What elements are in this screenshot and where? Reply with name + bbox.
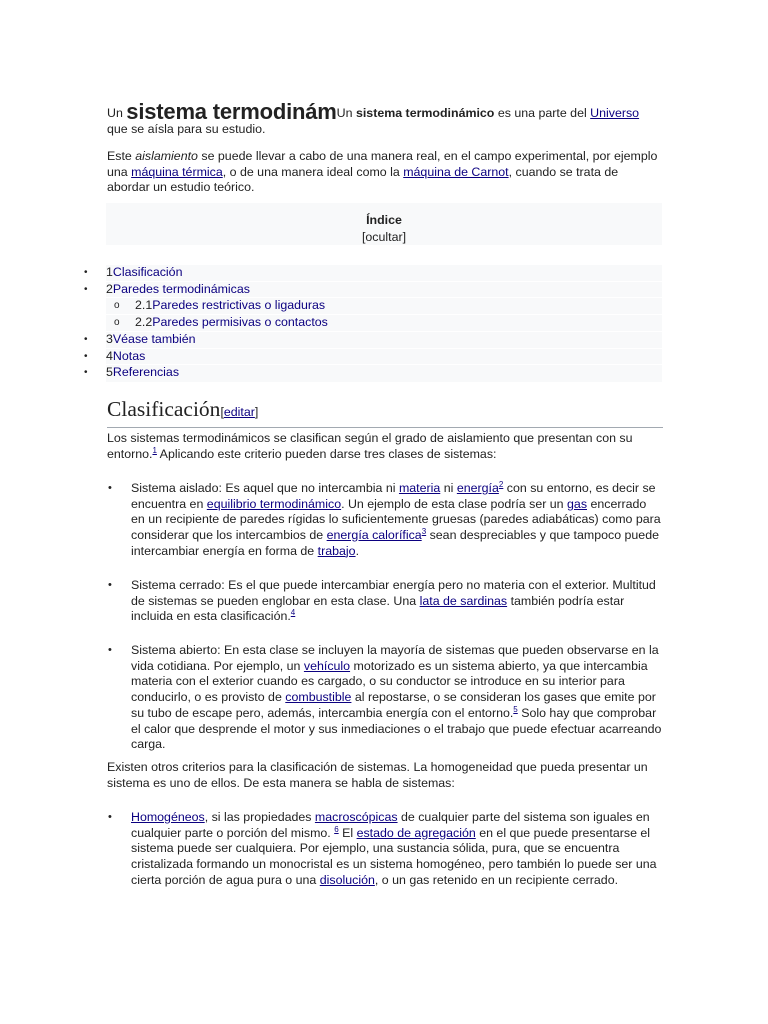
aislamiento-paragraph <box>107 149 663 196</box>
link-trabajo[interactable]: trabajo <box>317 543 356 558</box>
toc-label[interactable]: Paredes termodinámicas <box>112 281 250 296</box>
sub-bullet-icon: o <box>114 317 120 329</box>
list-item-cerrado <box>107 578 663 625</box>
intro-paragraph <box>107 99 663 137</box>
bullet-icon: • <box>84 350 88 362</box>
toc-hide-toggle[interactable]: [ocultar] <box>361 230 407 244</box>
toc-num: 2 <box>106 281 113 296</box>
text: también podría estar incluida en esta clasificación. <box>131 593 625 624</box>
link-materia[interactable]: materia <box>398 481 441 495</box>
text: Este <box>107 149 132 163</box>
text: , o de una manera ideal como la <box>222 164 400 179</box>
text: Sistema abierto: En esta clase se incluyen la mayoría de sistemas que pueden observarse en la vida cotidiana. Por ejemplo, un <box>131 643 659 673</box>
text: encerrado en un recipiente de paredes rígidas lo suficientemente gruesas (paredes adiabáticas) como para considerar que los intercambios de <box>131 496 661 543</box>
text: al repostarse, o se consideran los gases que emite por su tubo de escape pero, además, intercambia energía con el entorno. <box>131 690 656 720</box>
text: motorizado es un sistema abierto, ya que intercambia materia con el exterior cuando es cargado, o su conductor se introduce en su interior para conducirlo, o es provisto de <box>131 658 648 705</box>
toc-num: 2.2 <box>135 315 153 330</box>
text: . Un ejemplo de esta clase podría ser un <box>341 496 564 511</box>
bullet-icon: • <box>84 283 88 295</box>
link-universo[interactable]: Universo <box>590 106 640 120</box>
text: Existen otros criterios para la clasificación de sistemas. La homogeneidad que pueda presentar un sistema es uno de ellos. De esta manera se habla de sistemas: <box>107 760 648 790</box>
text: en el que puede presentarse el sistema puede ser cualquiera. Por ejemplo, una sustancia sólida, pura, que se encuentra cristalizada formando un monocristal es un sistema homogéneo, pero también lo puede ser una cierta porción de agua pura o una <box>131 825 657 887</box>
intro-un: Un <box>107 106 123 120</box>
bullet-icon: • <box>108 579 112 591</box>
list-item-homogeneos <box>107 810 663 889</box>
clasificacion-intro <box>107 431 663 462</box>
intro-un-2: Un <box>336 106 353 120</box>
text: ni <box>443 481 454 495</box>
toc-header <box>106 203 662 245</box>
text: Sistema aislado: Es aquel que no intercambia ni <box>131 481 396 495</box>
text: , cuando se trata de abordar un estudio teórico. <box>107 164 619 195</box>
toc-label[interactable]: Paredes permisivas o contactos <box>152 315 328 330</box>
text: Los sistemas termodinámicos se clasifican según el grado de aislamiento que presentan con su entorno. <box>107 431 633 461</box>
toc-item-vease[interactable] <box>84 331 662 349</box>
link-disolucion[interactable]: disolución <box>319 872 375 887</box>
text: se puede llevar a cabo de una manera real, en el campo experimental, por ejemplo una <box>107 149 658 179</box>
link-homogeneos[interactable]: Homogéneos <box>131 810 205 824</box>
toc-item-referencias[interactable] <box>84 364 662 382</box>
list-item-abierto <box>107 643 663 753</box>
link-maquina-carnot[interactable]: máquina de Carnot <box>403 164 509 179</box>
toc-item-clasificacion[interactable] <box>84 264 662 282</box>
toc-list <box>84 264 662 381</box>
toc-item-paredes-permisivas[interactable] <box>106 314 662 332</box>
link-energia-calorifica[interactable]: energía calorífica <box>326 528 422 543</box>
toc-label[interactable]: Paredes restrictivas o ligaduras <box>152 298 326 313</box>
text: Aplicando este criterio pueden darse tres clases de sistemas: <box>156 446 497 461</box>
text: Solo hay que comprobar el calor que desprende el motor y sus inmediaciones o el trabajo que puede efectuar acarreando carga. <box>131 705 662 752</box>
section-heading-clasificacion <box>107 396 663 428</box>
text: . <box>355 543 360 558</box>
otros-criterios-paragraph <box>107 760 663 791</box>
bullet-icon: • <box>84 367 88 379</box>
toc-label[interactable]: Clasificación <box>112 265 183 279</box>
bullet-icon: • <box>108 482 112 494</box>
link-equilibrio[interactable]: equilibrio termodinámico <box>206 496 342 511</box>
toc-num: 1 <box>106 265 113 279</box>
toc-num: 2.1 <box>135 298 153 313</box>
intro-bold-term: sistema termodinámico <box>355 106 495 120</box>
bullet-icon: • <box>84 267 88 278</box>
text: [ <box>220 405 224 419</box>
bullet-icon: • <box>84 333 88 345</box>
ref-3[interactable]: 3 <box>421 526 427 536</box>
intro-text-1: es una parte del <box>497 106 587 120</box>
ref-5[interactable]: 5 <box>513 704 518 714</box>
intro-text-2: que se aísla para su estudio. <box>107 121 266 136</box>
intro-big-title: sistema termodinám <box>126 99 337 124</box>
toc-num: 4 <box>106 348 113 363</box>
link-lata-sardinas[interactable]: lata de sardinas <box>419 593 508 608</box>
toc-label[interactable]: Referencias <box>112 365 180 380</box>
toc-title: Índice <box>366 213 402 227</box>
text: sean despreciables y que tampoco puede intercambiar energía en forma de <box>131 528 659 558</box>
link-vehiculo[interactable]: vehículo <box>303 658 351 673</box>
link-estado-agregacion[interactable]: estado de agregación <box>356 825 476 840</box>
text: , si las propiedades <box>204 810 312 824</box>
text: El <box>338 825 354 840</box>
bullet-icon: • <box>108 644 112 656</box>
ref-4[interactable]: 4 <box>290 608 296 618</box>
sub-bullet-icon: o <box>114 300 120 312</box>
text: de cualquier parte del sistema son iguales en cualquier parte o porción del mismo. <box>131 810 650 840</box>
toc-item-notas[interactable] <box>84 348 662 366</box>
text: Sistema cerrado: Es el que puede intercambiar energía pero no materia con el exterior. Multitud de sistemas se pueden englobar en esta clase. Una <box>131 578 656 608</box>
list-item-aislado <box>107 481 663 560</box>
ref-6[interactable]: 6 <box>334 824 339 834</box>
ref-2[interactable]: 2 <box>498 479 504 489</box>
toc-label[interactable]: Notas <box>112 348 146 363</box>
link-energia[interactable]: energía <box>456 481 499 495</box>
link-maquina-termica[interactable]: máquina térmica <box>131 164 223 179</box>
toc-item-paredes-restrictivas[interactable] <box>106 297 662 315</box>
link-gas[interactable]: gas <box>567 496 588 511</box>
link-combustible[interactable]: combustible <box>285 690 352 705</box>
text: ] <box>254 405 259 419</box>
toc-num: 5 <box>106 365 113 380</box>
ref-1[interactable]: 1 <box>152 445 157 455</box>
toc-label[interactable]: Véase también <box>112 331 196 346</box>
aislamiento-emphasis: aislamiento <box>135 149 198 163</box>
toc-num: 3 <box>106 331 113 346</box>
toc-item-paredes[interactable] <box>84 281 662 299</box>
section-title: Clasificación <box>107 397 221 421</box>
text: con su entorno, es decir se encuentra en <box>131 481 656 511</box>
text: , o un gas retenido en un recipiente cerrado. <box>374 872 619 887</box>
edit-link[interactable]: editar <box>223 405 255 419</box>
link-macroscopicas[interactable]: macroscópicas <box>314 810 398 824</box>
bullet-icon: • <box>108 811 112 823</box>
